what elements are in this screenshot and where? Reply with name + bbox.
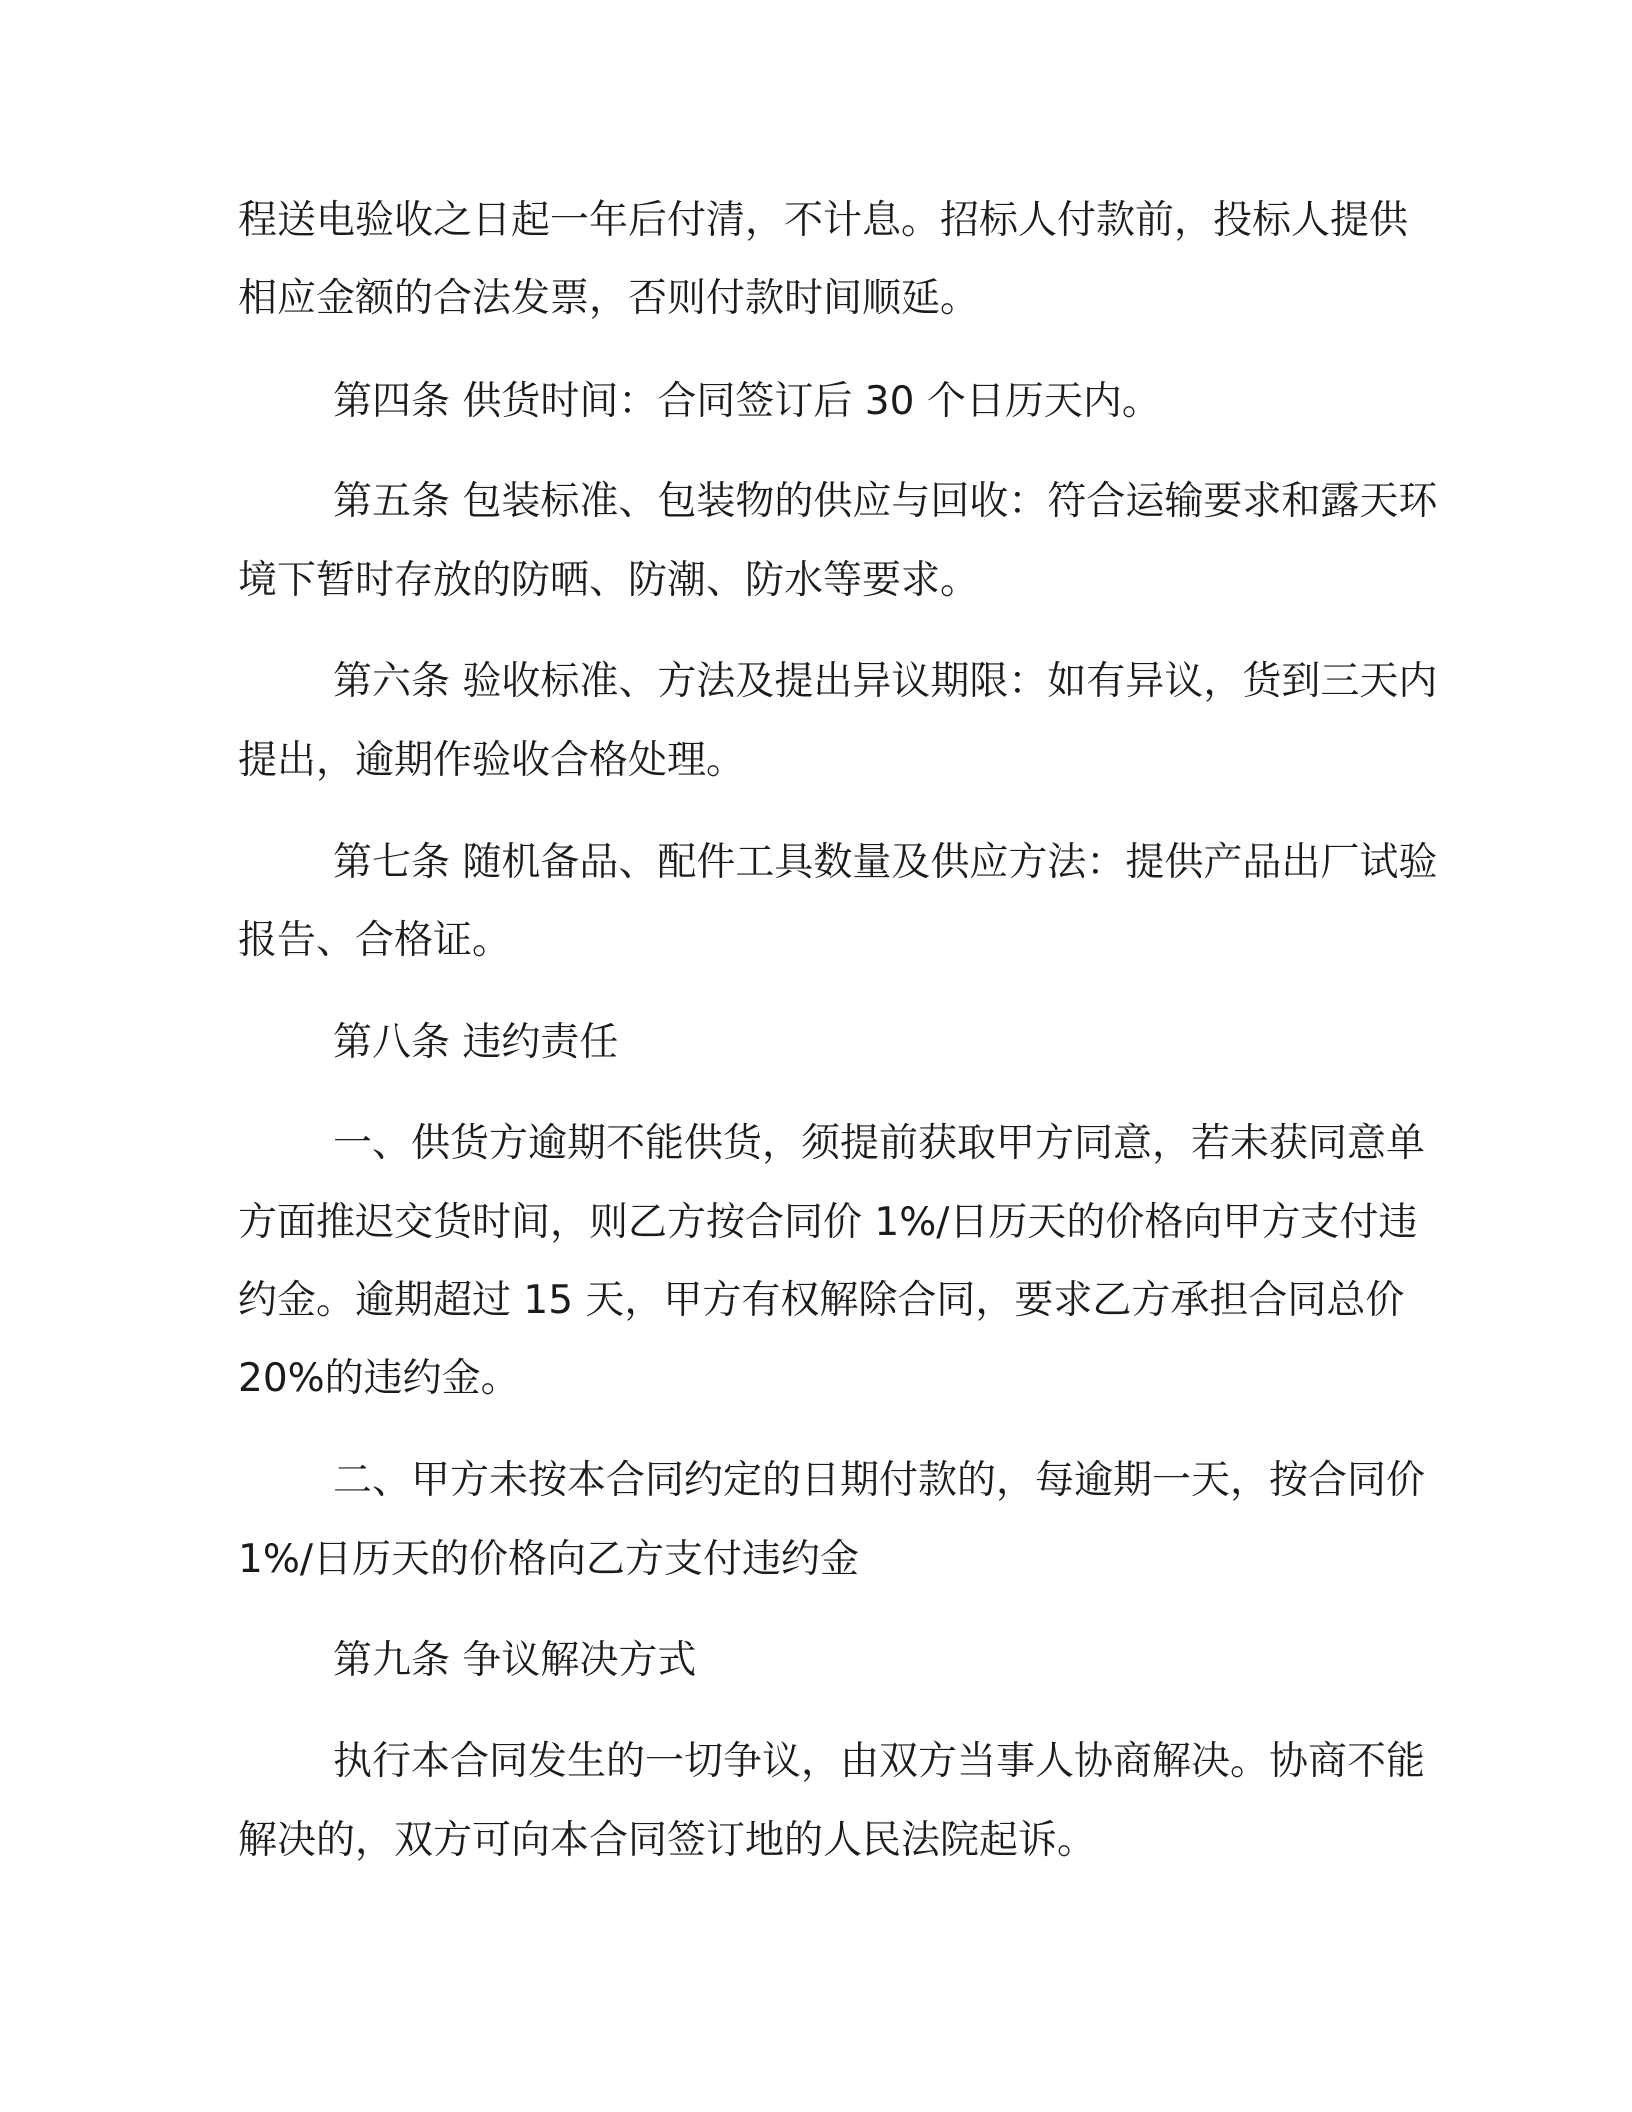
- dispute-paragraph: 执行本合同发生的一切争议，由双方当事人协商解决。协商不能: [333, 1739, 1426, 1784]
- text-line: 报告、合格证。: [238, 918, 512, 963]
- text-line: 方面推迟交货时间，则乙方按合同价 1%/日历天的价格向甲方支付违: [238, 1200, 1418, 1245]
- clause-5-heading: 第五条 包装标准、包装物的供应与回收：符合运输要求和露天环: [333, 479, 1438, 524]
- text-line: 20%的违约金。: [238, 1356, 520, 1401]
- breach-item-2: 二、甲方未按本合同约定的日期付款的，每逾期一天，按合同价: [333, 1458, 1426, 1503]
- text-line: 程送电验收之日起一年后付清，不计息。招标人付款前，投标人提供: [238, 198, 1409, 243]
- text-line: 约金。逾期超过 15 天，甲方有权解除合同，要求乙方承担合同总价: [238, 1278, 1405, 1323]
- clause-4-heading: 第四条 供货时间：合同签订后 30 个日历天内。: [333, 379, 1161, 424]
- text-line: 提出，逾期作验收合格处理。: [238, 738, 746, 783]
- clause-8-heading: 第八条 违约责任: [333, 1020, 619, 1065]
- text-line: 相应金额的合法发票，否则付款时间顺延。: [238, 276, 980, 321]
- text-line: 境下暂时存放的防晒、防潮、防水等要求。: [238, 558, 980, 603]
- clause-7-heading: 第七条 随机备品、配件工具数量及供应方法：提供产品出厂试验: [333, 840, 1438, 885]
- breach-item-1: 一、供货方逾期不能供货，须提前获取甲方同意，若未获同意单: [333, 1121, 1426, 1166]
- text-line: 解决的，双方可向本合同签订地的人民法院起诉。: [238, 1818, 1097, 1863]
- clause-6-heading: 第六条 验收标准、方法及提出异议期限：如有异议，货到三天内: [333, 659, 1438, 704]
- clause-9-heading: 第九条 争议解决方式: [333, 1638, 697, 1683]
- text-line: 1%/日历天的价格向乙方支付违约金: [238, 1537, 860, 1582]
